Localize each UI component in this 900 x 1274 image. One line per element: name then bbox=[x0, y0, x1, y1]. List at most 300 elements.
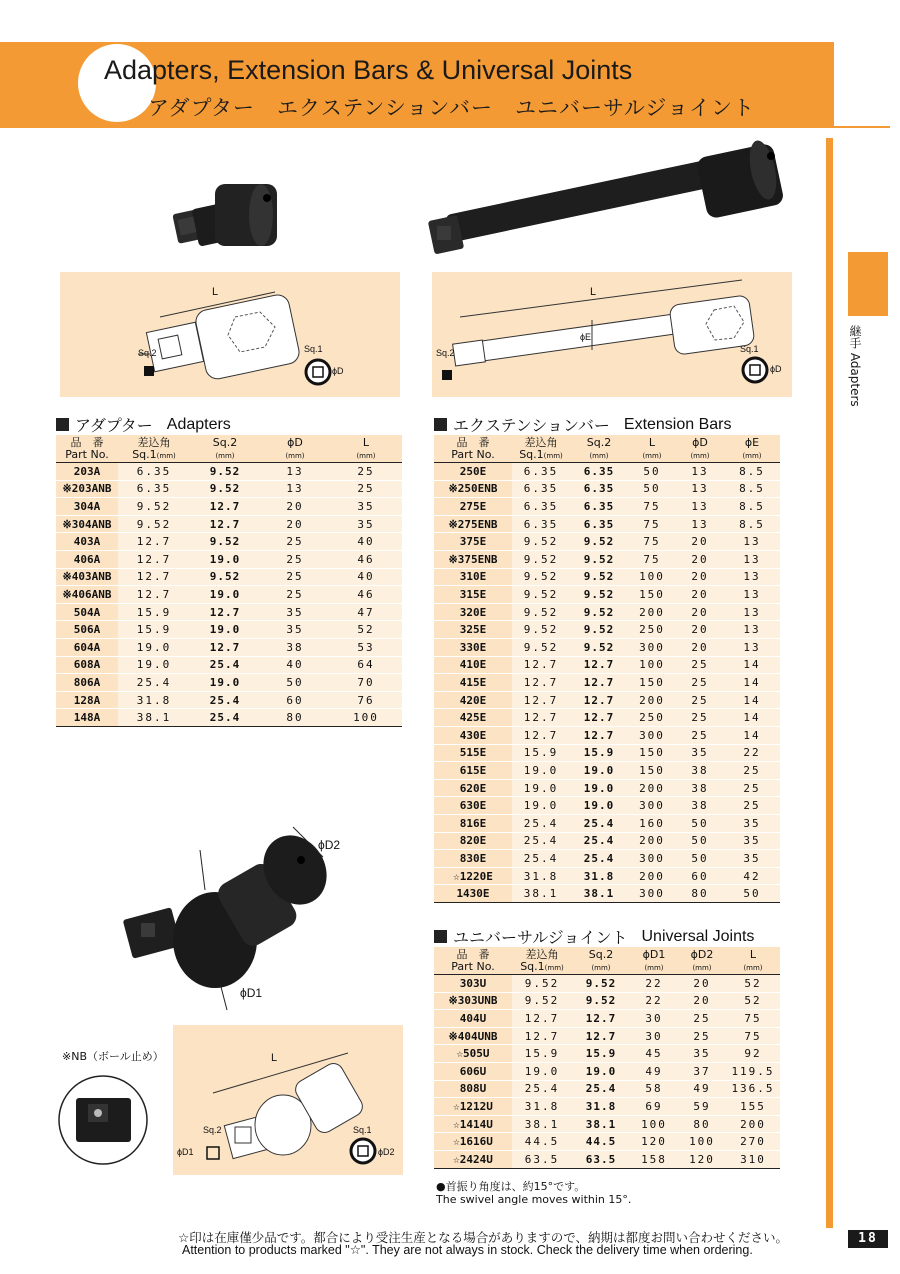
table-cell: 12.7 bbox=[512, 1010, 572, 1028]
page-number: 18 bbox=[848, 1230, 888, 1248]
table-cell: 30 bbox=[630, 1010, 678, 1028]
adapter-drawing bbox=[60, 272, 400, 397]
table-cell: 270 bbox=[726, 1133, 780, 1151]
table-cell: 25.4 bbox=[572, 1080, 630, 1098]
table-cell: 12.7 bbox=[190, 498, 260, 516]
part-number-cell: 630E bbox=[434, 797, 512, 815]
table-row bbox=[434, 551, 780, 569]
table-cell: 64 bbox=[330, 656, 402, 674]
table-cell: 100 bbox=[630, 1115, 678, 1133]
table-cell: 80 bbox=[260, 709, 330, 727]
table-row bbox=[434, 586, 780, 604]
table-cell: 200 bbox=[628, 832, 676, 850]
table-cell: 12.7 bbox=[190, 515, 260, 533]
part-number-cell: 303U bbox=[434, 975, 512, 993]
table-cell: 300 bbox=[628, 797, 676, 815]
table-cell: 150 bbox=[628, 744, 676, 762]
table-row bbox=[434, 832, 780, 850]
table-cell: 25 bbox=[676, 727, 724, 745]
col-part: 品 番 Part No. bbox=[434, 947, 512, 975]
table-cell: 25 bbox=[330, 463, 402, 481]
table-cell: 9.52 bbox=[570, 568, 628, 586]
right-rule bbox=[826, 138, 833, 1228]
col-l: L (mm) bbox=[330, 435, 402, 463]
table-cell: 9.52 bbox=[512, 551, 570, 569]
table-cell: 50 bbox=[724, 885, 780, 903]
table-cell: 158 bbox=[630, 1151, 678, 1169]
table-row bbox=[434, 850, 780, 868]
table-cell: 49 bbox=[678, 1080, 726, 1098]
part-number-cell: 148A bbox=[56, 709, 118, 727]
part-number-cell: 806A bbox=[56, 674, 118, 692]
table-cell: 300 bbox=[628, 885, 676, 903]
extension-section-title bbox=[434, 413, 732, 436]
table-cell: 19.0 bbox=[190, 674, 260, 692]
table-cell: 38.1 bbox=[512, 885, 570, 903]
table-cell: 8.5 bbox=[724, 480, 780, 498]
table-cell: 46 bbox=[330, 551, 402, 569]
table-cell: 12.7 bbox=[570, 656, 628, 674]
table-cell: 25 bbox=[676, 674, 724, 692]
extension-dim-sq2: Sq.2 bbox=[436, 348, 455, 358]
part-number-cell: ※406ANB bbox=[56, 586, 118, 604]
photo-dim-d1: ϕD1 bbox=[240, 986, 263, 1000]
table-cell: 63.5 bbox=[512, 1151, 572, 1169]
table-cell: 9.52 bbox=[512, 533, 570, 551]
table-cell: 9.52 bbox=[572, 975, 630, 993]
part-number-cell: ※203ANB bbox=[56, 480, 118, 498]
table-cell: 25 bbox=[676, 691, 724, 709]
part-number-cell: 606U bbox=[434, 1063, 512, 1081]
table-cell: 35 bbox=[678, 1045, 726, 1063]
table-cell: 13 bbox=[676, 480, 724, 498]
table-cell: 25 bbox=[676, 709, 724, 727]
extension-table bbox=[434, 435, 780, 903]
adapter-dim-d: ϕD bbox=[332, 366, 344, 376]
table-row bbox=[56, 568, 402, 586]
part-number-cell: ☆1212U bbox=[434, 1098, 512, 1116]
header-divider bbox=[0, 126, 890, 128]
table-cell: 9.52 bbox=[512, 992, 572, 1010]
side-tab bbox=[848, 252, 888, 316]
table-row bbox=[434, 975, 780, 993]
table-row bbox=[56, 498, 402, 516]
part-number-cell: 620E bbox=[434, 779, 512, 797]
table-cell: 30 bbox=[630, 1027, 678, 1045]
table-cell: 14 bbox=[724, 656, 780, 674]
table-row bbox=[434, 1080, 780, 1098]
table-cell: 38.1 bbox=[512, 1115, 572, 1133]
adapters-title-en: Adapters bbox=[166, 415, 231, 433]
table-cell: 13 bbox=[724, 639, 780, 657]
table-cell: 49 bbox=[630, 1063, 678, 1081]
part-number-cell: 250E bbox=[434, 463, 512, 481]
table-cell: 15.9 bbox=[512, 1045, 572, 1063]
table-cell: 9.52 bbox=[570, 603, 628, 621]
table-cell: 9.52 bbox=[512, 586, 570, 604]
table-row bbox=[56, 691, 402, 709]
col-sq1: 差込角 Sq.1(mm) bbox=[118, 435, 190, 463]
table-cell: 19.0 bbox=[190, 586, 260, 604]
table-cell: 50 bbox=[628, 480, 676, 498]
table-cell: 6.35 bbox=[570, 498, 628, 516]
table-cell: 46 bbox=[330, 586, 402, 604]
table-cell: 9.52 bbox=[512, 975, 572, 993]
table-cell: 12.7 bbox=[570, 691, 628, 709]
table-cell: 19.0 bbox=[118, 656, 190, 674]
part-number-cell: 406A bbox=[56, 551, 118, 569]
table-cell: 76 bbox=[330, 691, 402, 709]
universal-dim-d1: ϕD1 bbox=[177, 1147, 194, 1157]
table-cell: 13 bbox=[724, 533, 780, 551]
table-cell: 25.4 bbox=[570, 832, 628, 850]
table-cell: 200 bbox=[628, 691, 676, 709]
table-cell: 35 bbox=[724, 850, 780, 868]
table-cell: 92 bbox=[726, 1045, 780, 1063]
table-cell: 250 bbox=[628, 621, 676, 639]
part-number-cell: 410E bbox=[434, 656, 512, 674]
part-number-cell: 830E bbox=[434, 850, 512, 868]
table-cell: 80 bbox=[678, 1115, 726, 1133]
table-row bbox=[434, 885, 780, 903]
table-cell: 6.35 bbox=[570, 515, 628, 533]
swivel-note-en: The swivel angle moves within 15°. bbox=[436, 1193, 632, 1206]
table-cell: 300 bbox=[628, 850, 676, 868]
table-cell: 50 bbox=[628, 463, 676, 481]
part-number-cell: 604A bbox=[56, 639, 118, 657]
table-cell: 12.7 bbox=[118, 586, 190, 604]
adapter-dim-l: L bbox=[212, 286, 219, 298]
table-cell: 52 bbox=[726, 992, 780, 1010]
table-cell: 9.52 bbox=[190, 463, 260, 481]
part-number-cell: ※403ANB bbox=[56, 568, 118, 586]
part-number-cell: 1430E bbox=[434, 885, 512, 903]
universal-dim-sq2: Sq.2 bbox=[203, 1125, 222, 1135]
table-cell: 15.9 bbox=[512, 744, 570, 762]
part-number-cell: 504A bbox=[56, 603, 118, 621]
table-row bbox=[56, 533, 402, 551]
part-number-cell: 820E bbox=[434, 832, 512, 850]
table-cell: 75 bbox=[628, 498, 676, 516]
part-number-cell: ※250ENB bbox=[434, 480, 512, 498]
table-cell: 19.0 bbox=[512, 779, 570, 797]
part-number-cell: 608A bbox=[56, 656, 118, 674]
table-cell: 9.52 bbox=[512, 639, 570, 657]
table-cell: 9.52 bbox=[570, 639, 628, 657]
part-number-cell: 330E bbox=[434, 639, 512, 657]
table-cell: 25.4 bbox=[190, 691, 260, 709]
adapter-dim-sq2: Sq.2 bbox=[138, 348, 157, 358]
page-title-ja: アダプター エクステンションバー ユニバーサルジョイント bbox=[148, 96, 755, 120]
table-cell: 12.7 bbox=[512, 1027, 572, 1045]
table-row bbox=[434, 691, 780, 709]
table-row bbox=[434, 1098, 780, 1116]
table-cell: 150 bbox=[628, 674, 676, 692]
part-number-cell: ※275ENB bbox=[434, 515, 512, 533]
table-cell: 63.5 bbox=[572, 1151, 630, 1169]
table-cell: 38 bbox=[676, 797, 724, 815]
part-number-cell: 515E bbox=[434, 744, 512, 762]
table-cell: 25 bbox=[724, 762, 780, 780]
table-row bbox=[56, 621, 402, 639]
table-row bbox=[434, 463, 780, 481]
part-number-cell: 315E bbox=[434, 586, 512, 604]
table-cell: 59 bbox=[678, 1098, 726, 1116]
extension-dim-e: ϕE bbox=[580, 332, 592, 342]
table-row bbox=[56, 656, 402, 674]
table-cell: 19.0 bbox=[190, 551, 260, 569]
table-cell: 19.0 bbox=[570, 779, 628, 797]
table-row bbox=[56, 480, 402, 498]
table-cell: 12.7 bbox=[570, 709, 628, 727]
table-cell: 47 bbox=[330, 603, 402, 621]
table-cell: 35 bbox=[260, 603, 330, 621]
part-number-cell: 325E bbox=[434, 621, 512, 639]
table-cell: 20 bbox=[676, 551, 724, 569]
table-cell: 13 bbox=[676, 498, 724, 516]
table-cell: 160 bbox=[628, 814, 676, 832]
table-cell: 9.52 bbox=[570, 551, 628, 569]
table-cell: 40 bbox=[260, 656, 330, 674]
part-number-cell: 304A bbox=[56, 498, 118, 516]
table-cell: 12.7 bbox=[572, 1027, 630, 1045]
table-row bbox=[434, 515, 780, 533]
col-sq2: Sq.2 (mm) bbox=[570, 435, 628, 463]
table-cell: 75 bbox=[726, 1010, 780, 1028]
table-cell: 250 bbox=[628, 709, 676, 727]
extension-drawing bbox=[432, 272, 792, 397]
table-row bbox=[56, 551, 402, 569]
table-cell: 9.52 bbox=[118, 515, 190, 533]
table-cell: 13 bbox=[260, 463, 330, 481]
part-number-cell: 320E bbox=[434, 603, 512, 621]
table-cell: 20 bbox=[676, 603, 724, 621]
footer-note-en: Attention to products marked "☆". They are not always in stock. Check the delivery time when ordering. bbox=[182, 1243, 753, 1257]
table-row bbox=[434, 1133, 780, 1151]
table-cell: 44.5 bbox=[512, 1133, 572, 1151]
universal-drawing bbox=[173, 1025, 403, 1175]
adapter-dim-sq1: Sq.1 bbox=[304, 344, 323, 354]
table-row bbox=[56, 463, 402, 481]
table-cell: 80 bbox=[676, 885, 724, 903]
table-cell: 12.7 bbox=[190, 603, 260, 621]
table-cell: 8.5 bbox=[724, 515, 780, 533]
table-row bbox=[434, 621, 780, 639]
table-row bbox=[434, 1027, 780, 1045]
table-row bbox=[434, 797, 780, 815]
table-cell: 53 bbox=[330, 639, 402, 657]
universal-dim-sq1: Sq.1 bbox=[353, 1125, 372, 1135]
table-cell: 44.5 bbox=[572, 1133, 630, 1151]
part-number-cell: ☆505U bbox=[434, 1045, 512, 1063]
table-row bbox=[434, 779, 780, 797]
table-cell: 38 bbox=[260, 639, 330, 657]
swivel-note-ja: ●首振り角度は、約15°です。 bbox=[436, 1180, 586, 1193]
table-cell: 25.4 bbox=[512, 850, 570, 868]
part-number-cell: 506A bbox=[56, 621, 118, 639]
table-cell: 9.52 bbox=[190, 533, 260, 551]
table-cell: 20 bbox=[676, 621, 724, 639]
adapters-title-ja: アダプター bbox=[75, 416, 153, 435]
table-cell: 35 bbox=[724, 814, 780, 832]
adapter-photo bbox=[165, 170, 300, 265]
table-cell: 12.7 bbox=[512, 656, 570, 674]
table-cell: 25.4 bbox=[190, 656, 260, 674]
table-cell: 9.52 bbox=[512, 603, 570, 621]
col-d2: ϕD2 (mm) bbox=[678, 947, 726, 975]
table-cell: 25 bbox=[676, 656, 724, 674]
col-d1: ϕD1 (mm) bbox=[630, 947, 678, 975]
table-cell: 25 bbox=[260, 551, 330, 569]
table-cell: 35 bbox=[724, 832, 780, 850]
table-cell: 42 bbox=[724, 867, 780, 885]
table-cell: 19.0 bbox=[512, 797, 570, 815]
table-row bbox=[434, 674, 780, 692]
table-row bbox=[56, 674, 402, 692]
table-cell: 22 bbox=[724, 744, 780, 762]
table-cell: 13 bbox=[724, 586, 780, 604]
table-cell: 119.5 bbox=[726, 1063, 780, 1081]
adapter-diagram bbox=[60, 272, 400, 397]
table-cell: 8.5 bbox=[724, 463, 780, 481]
table-cell: 310 bbox=[726, 1151, 780, 1169]
section-square-icon bbox=[56, 418, 69, 431]
table-row bbox=[434, 498, 780, 516]
universal-title-en: Universal Joints bbox=[641, 927, 755, 945]
table-row bbox=[434, 709, 780, 727]
table-cell: 38.1 bbox=[118, 709, 190, 727]
table-cell: 13 bbox=[676, 515, 724, 533]
section-square-icon bbox=[434, 930, 447, 943]
table-cell: 25 bbox=[260, 533, 330, 551]
table-cell: 12.7 bbox=[118, 533, 190, 551]
col-l: L (mm) bbox=[726, 947, 780, 975]
table-cell: 12.7 bbox=[512, 709, 570, 727]
extension-title-ja: エクステンションバー bbox=[453, 416, 610, 435]
table-cell: 50 bbox=[260, 674, 330, 692]
table-cell: 14 bbox=[724, 674, 780, 692]
table-cell: 25.4 bbox=[190, 709, 260, 727]
table-cell: 25.4 bbox=[512, 1080, 572, 1098]
part-number-cell: ☆2424U bbox=[434, 1151, 512, 1169]
table-row bbox=[434, 1045, 780, 1063]
table-cell: 200 bbox=[628, 779, 676, 797]
table-cell: 22 bbox=[630, 975, 678, 993]
table-cell: 40 bbox=[330, 533, 402, 551]
table-cell: 31.8 bbox=[570, 867, 628, 885]
table-cell: 40 bbox=[330, 568, 402, 586]
table-cell: 31.8 bbox=[572, 1098, 630, 1116]
table-cell: 9.52 bbox=[570, 586, 628, 604]
part-number-cell: 808U bbox=[434, 1080, 512, 1098]
part-number-cell: ☆1414U bbox=[434, 1115, 512, 1133]
table-cell: 120 bbox=[678, 1151, 726, 1169]
col-sq1: 差込角 Sq.1(mm) bbox=[512, 435, 570, 463]
table-row bbox=[56, 709, 402, 727]
table-cell: 31.8 bbox=[118, 691, 190, 709]
table-cell: 9.52 bbox=[118, 498, 190, 516]
table-cell: 25.4 bbox=[512, 814, 570, 832]
table-cell: 75 bbox=[726, 1027, 780, 1045]
universal-dim-l: L bbox=[271, 1052, 278, 1064]
table-cell: 6.35 bbox=[512, 498, 570, 516]
universal-diagram bbox=[173, 1025, 403, 1175]
table-cell: 13 bbox=[724, 568, 780, 586]
table-cell: 31.8 bbox=[512, 867, 570, 885]
table-cell: 60 bbox=[260, 691, 330, 709]
table-row bbox=[56, 603, 402, 621]
col-sq1: 差込角 Sq.1(mm) bbox=[512, 947, 572, 975]
table-cell: 58 bbox=[630, 1080, 678, 1098]
table-cell: 13 bbox=[724, 551, 780, 569]
part-number-cell: ※304ANB bbox=[56, 515, 118, 533]
table-row bbox=[434, 603, 780, 621]
table-cell: 22 bbox=[630, 992, 678, 1010]
table-cell: 37 bbox=[678, 1063, 726, 1081]
table-cell: 35 bbox=[260, 621, 330, 639]
table-cell: 13 bbox=[724, 621, 780, 639]
side-category-label: 継手 Adapters bbox=[848, 325, 862, 407]
table-row bbox=[434, 762, 780, 780]
col-sq2: Sq.2 (mm) bbox=[572, 947, 630, 975]
table-cell: 9.52 bbox=[190, 480, 260, 498]
part-number-cell: 203A bbox=[56, 463, 118, 481]
table-row bbox=[434, 1151, 780, 1169]
table-row bbox=[434, 533, 780, 551]
table-cell: 300 bbox=[628, 639, 676, 657]
table-cell: 38 bbox=[676, 762, 724, 780]
table-cell: 52 bbox=[330, 621, 402, 639]
table-cell: 9.52 bbox=[190, 568, 260, 586]
part-number-cell: 420E bbox=[434, 691, 512, 709]
table-cell: 19.0 bbox=[512, 762, 570, 780]
table-row bbox=[434, 744, 780, 762]
col-d: ϕD (mm) bbox=[260, 435, 330, 463]
universal-title-ja: ユニバーサルジョイント bbox=[453, 928, 628, 947]
extension-dim-l: L bbox=[590, 286, 597, 298]
table-cell: 6.35 bbox=[512, 480, 570, 498]
table-cell: 200 bbox=[628, 603, 676, 621]
table-cell: 50 bbox=[676, 832, 724, 850]
part-number-cell: 425E bbox=[434, 709, 512, 727]
table-cell: 15.9 bbox=[570, 744, 628, 762]
table-cell: 100 bbox=[628, 568, 676, 586]
table-cell: 75 bbox=[628, 551, 676, 569]
table-cell: 8.5 bbox=[724, 498, 780, 516]
table-cell: 25 bbox=[330, 480, 402, 498]
part-number-cell: 404U bbox=[434, 1010, 512, 1028]
table-cell: 9.52 bbox=[512, 621, 570, 639]
table-cell: 20 bbox=[676, 533, 724, 551]
col-l: L (mm) bbox=[628, 435, 676, 463]
table-cell: 19.0 bbox=[572, 1063, 630, 1081]
table-cell: 38.1 bbox=[570, 885, 628, 903]
table-cell: 136.5 bbox=[726, 1080, 780, 1098]
part-number-cell: 310E bbox=[434, 568, 512, 586]
part-number-cell: 415E bbox=[434, 674, 512, 692]
table-cell: 155 bbox=[726, 1098, 780, 1116]
table-cell: 12.7 bbox=[118, 551, 190, 569]
table-cell: 100 bbox=[628, 656, 676, 674]
part-number-cell: ※375ENB bbox=[434, 551, 512, 569]
universal-table bbox=[434, 947, 780, 1169]
part-number-cell: 403A bbox=[56, 533, 118, 551]
universal-section-title bbox=[434, 925, 754, 948]
table-cell: 9.52 bbox=[572, 992, 630, 1010]
col-d: ϕD (mm) bbox=[676, 435, 724, 463]
table-cell: 15.9 bbox=[118, 621, 190, 639]
table-cell: 20 bbox=[676, 568, 724, 586]
